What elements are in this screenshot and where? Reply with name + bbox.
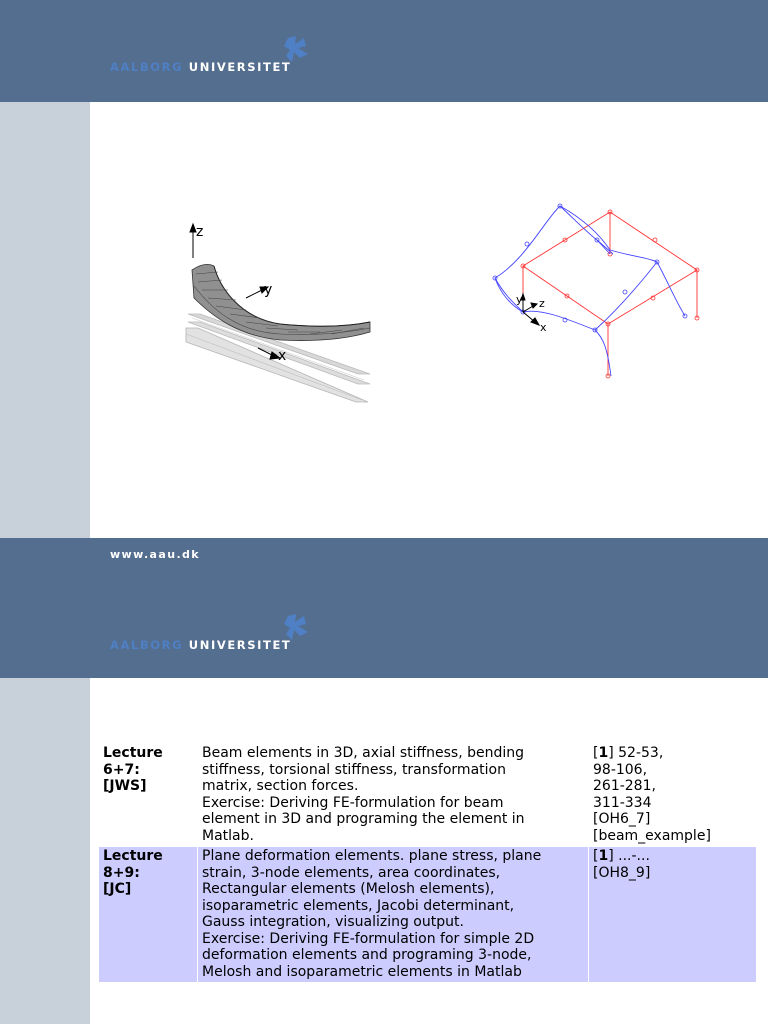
frame-axis-x-label: x (540, 321, 547, 334)
logo-text-aalborg: AALBORG (110, 60, 184, 74)
slide-header (0, 0, 768, 102)
reference-cell: [1] 52-53, 98-106, 261-281, 311-334 [OH6_7] [beam_example] (593, 745, 711, 844)
website-link[interactable]: www.aau.dk (110, 548, 201, 561)
logo-text-universitet: UNIVERSITET (188, 638, 292, 652)
beam-axis-z-label: z (196, 224, 204, 240)
content-cell: Beam elements in 3D, axial stiffness, bending stiffness, torsional stiffness, transformation matrix, section forces. Exercise: Deriving FE-formulation for beam element in 3D and programing the element in Matlab. (202, 745, 525, 844)
university-logo[interactable] (110, 34, 338, 74)
lecture-cell: Lecture 6+7: [JWS] (103, 745, 163, 794)
university-logo[interactable] (110, 612, 338, 652)
slide-sidebar (0, 678, 90, 1024)
slide-sidebar (0, 102, 90, 538)
table-row (99, 847, 757, 983)
beam-axis-y-label: y (264, 282, 273, 298)
beam-3d-figure (180, 222, 380, 407)
logo-text-aalborg: AALBORG (110, 638, 184, 652)
content-cell: Plane deformation elements. plane stress, plane strain, 3-node elements, area coordinates, Rectangular elements (Melosh elements), isoparametric elements, Jacobi determinant, Gauss integration, visualizing output. Exercise: Deriving FE-formulation for simple 2D deformation elements and programing 3-node, Melosh and isoparametric elements in Matlab (198, 847, 589, 983)
table-row (99, 743, 757, 847)
reference-cell: [1] ...-... [OH8_9] (589, 847, 757, 983)
frame-axis-y-label: y (516, 293, 523, 306)
frame-deformation-figure (485, 200, 710, 385)
frame-axis-z-label: z (539, 297, 545, 310)
lecture-cell: Lecture 8+9: [JC] (99, 847, 198, 983)
beam-axis-x-label: x (278, 348, 287, 364)
logo-text-universitet: UNIVERSITET (188, 60, 292, 74)
lecture-schedule-table (98, 742, 757, 983)
